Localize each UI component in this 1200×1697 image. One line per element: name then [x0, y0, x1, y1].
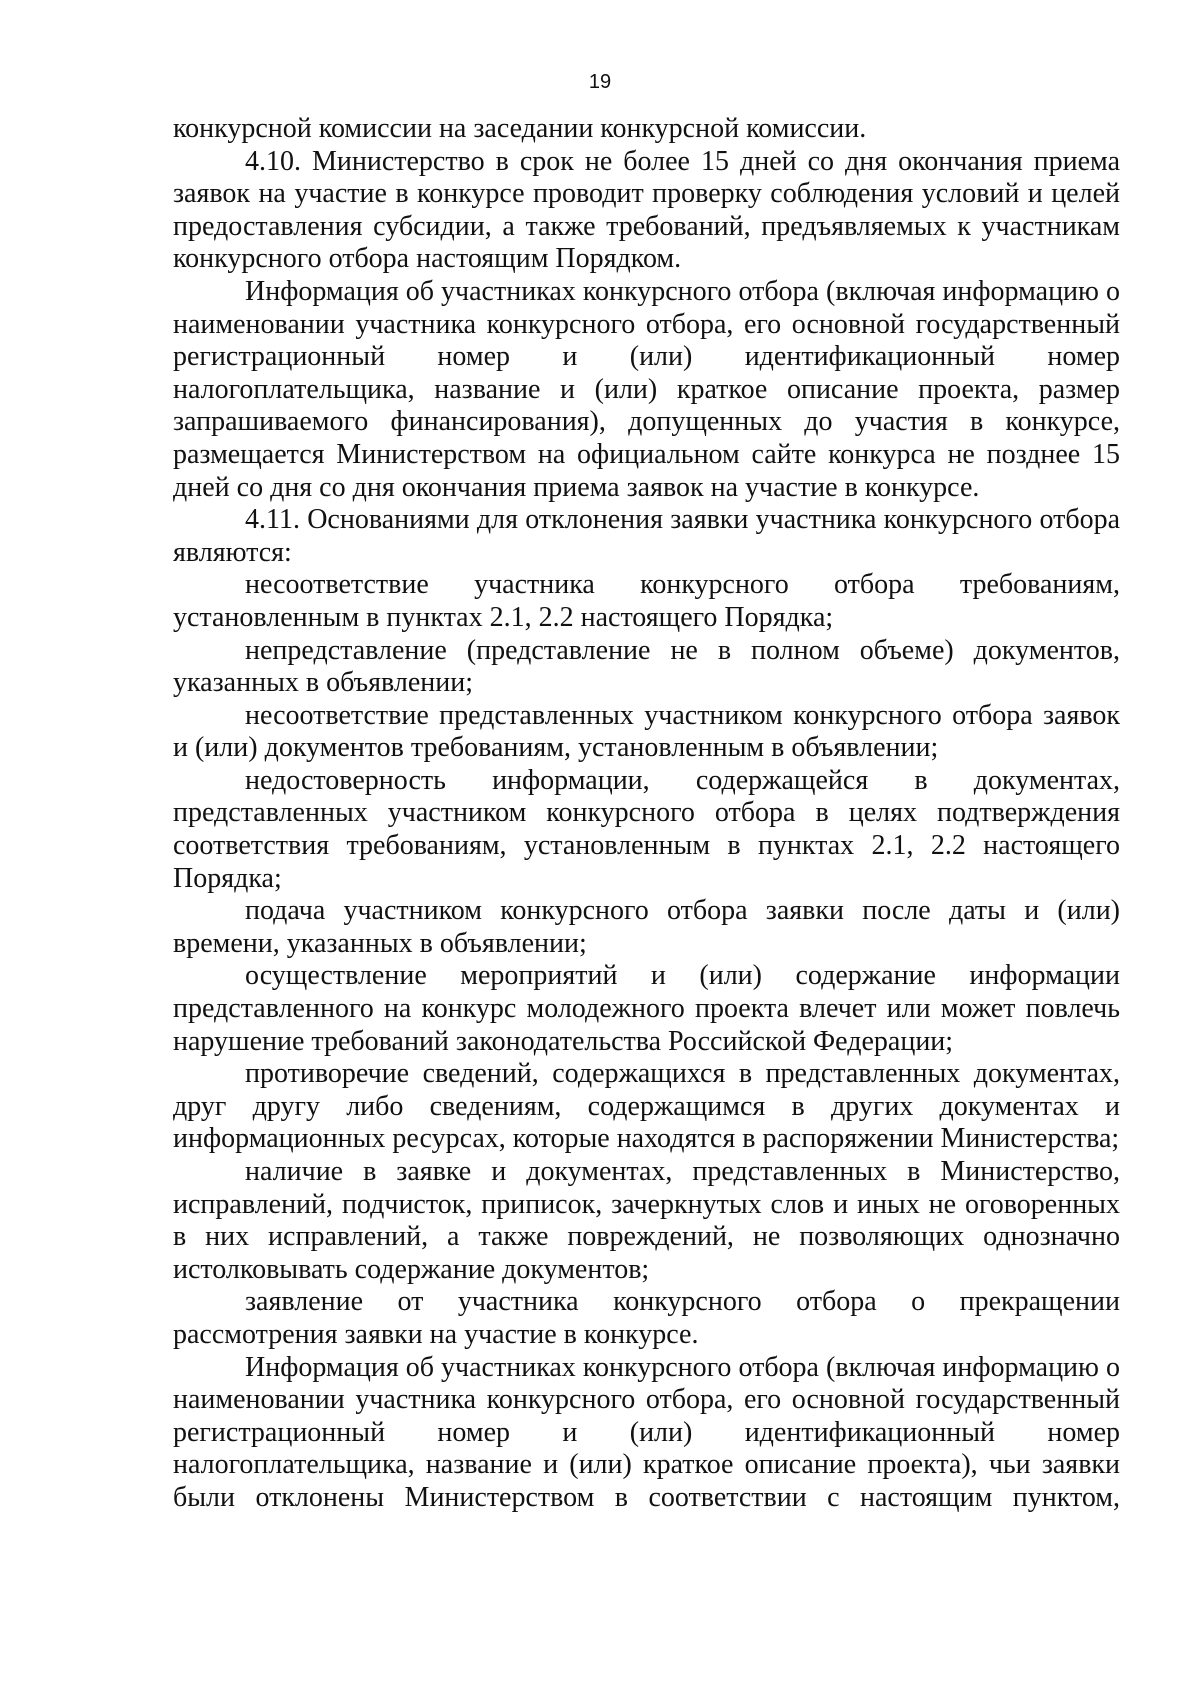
paragraph-4-10: 4.10. Министерство в срок не более 15 дней со дня окончания приема заявок на участие в конкурсе проводит проверку соблюдения условий и целей предоставления субсидии, а также требований, предъявляемых к участникам конкурсного отбора настоящим Порядком.: [173, 145, 1120, 275]
list-item-rejection-ground: недостоверность информации, содержащейся в документах, представленных участником конкурсного отбора в целях подтверждения соответствия требованиям, установленным в пунктах 2.1, 2.2 настоящего Порядка;: [173, 764, 1120, 894]
list-item-rejection-ground: противоречие сведений, содержащихся в представленных документах, друг другу либо сведениям, содержащимся в других документах и информационных ресурсах, которые находятся в распоряжении Министерства;: [173, 1058, 1120, 1155]
list-item-rejection-ground: подача участником конкурсного отбора заявки после даты и (или) времени, указанных в объявлении;: [173, 895, 1120, 959]
list-item-rejection-ground: непредставление (представление не в полном объеме) документов, указанных в объявлении;: [173, 634, 1120, 699]
list-item-rejection-ground: несоответствие участника конкурсного отбора требованиям, установленным в пунктах 2.1, 2.2 настоящего Порядка;: [173, 569, 1120, 633]
paragraph-continuation: конкурсной комиссии на заседании конкурсной комиссии.: [173, 113, 867, 144]
page-number: 19: [588, 71, 612, 93]
paragraph-4-11: 4.11. Основаниями для отклонения заявки участника конкурсного отбора являются:: [173, 504, 1120, 568]
list-item-rejection-ground: наличие в заявке и документах, представленных в Министерство, исправлений, подчисток, приписок, зачеркнутых слов и иных не оговоренных в них исправлений, а также повреждений, не позволяющих однозначно истолковывать содержание документов;: [173, 1156, 1120, 1285]
paragraph-rejected-participants-info: Информация об участниках конкурсного отбора (включая информацию о наименовании участника конкурсного отбора, его основной государственный регистрационный номер и (или) идентификационный номер налогоплательщика, название и (или) краткое описание проекта), чьи заявки были отклонены Министерством в соответствии с настоящим пунктом,: [173, 1351, 1120, 1513]
paragraph-admitted-participants-info: Информация об участниках конкурсного отбора (включая информацию о наименовании участника конкурсного отбора, его основной государственный регистрационный номер и (или) идентификационный номер налогоплательщика, название и (или) краткое описание проекта, размер запрашиваемого финансирования), допущенных до участия в конкурсе, размещается Министерством на официальном сайте конкурса не позднее 15 дней со дня со дня окончания приема заявок на участие в конкурсе.: [173, 275, 1120, 503]
list-item-rejection-ground: заявление от участника конкурсного отбора о прекращении рассмотрения заявки на участие в конкурсе.: [173, 1286, 1120, 1350]
list-item-rejection-ground: несоответствие представленных участником конкурсного отбора заявок и (или) документов требованиям, установленным в объявлении;: [173, 699, 1120, 764]
list-item-rejection-ground: осуществление мероприятий и (или) содержание информации представленного на конкурс молодежного проекта влечет или может повлечь нарушение требований законодательства Российской Федерации;: [173, 960, 1120, 1057]
document-body: [173, 113, 1120, 1515]
